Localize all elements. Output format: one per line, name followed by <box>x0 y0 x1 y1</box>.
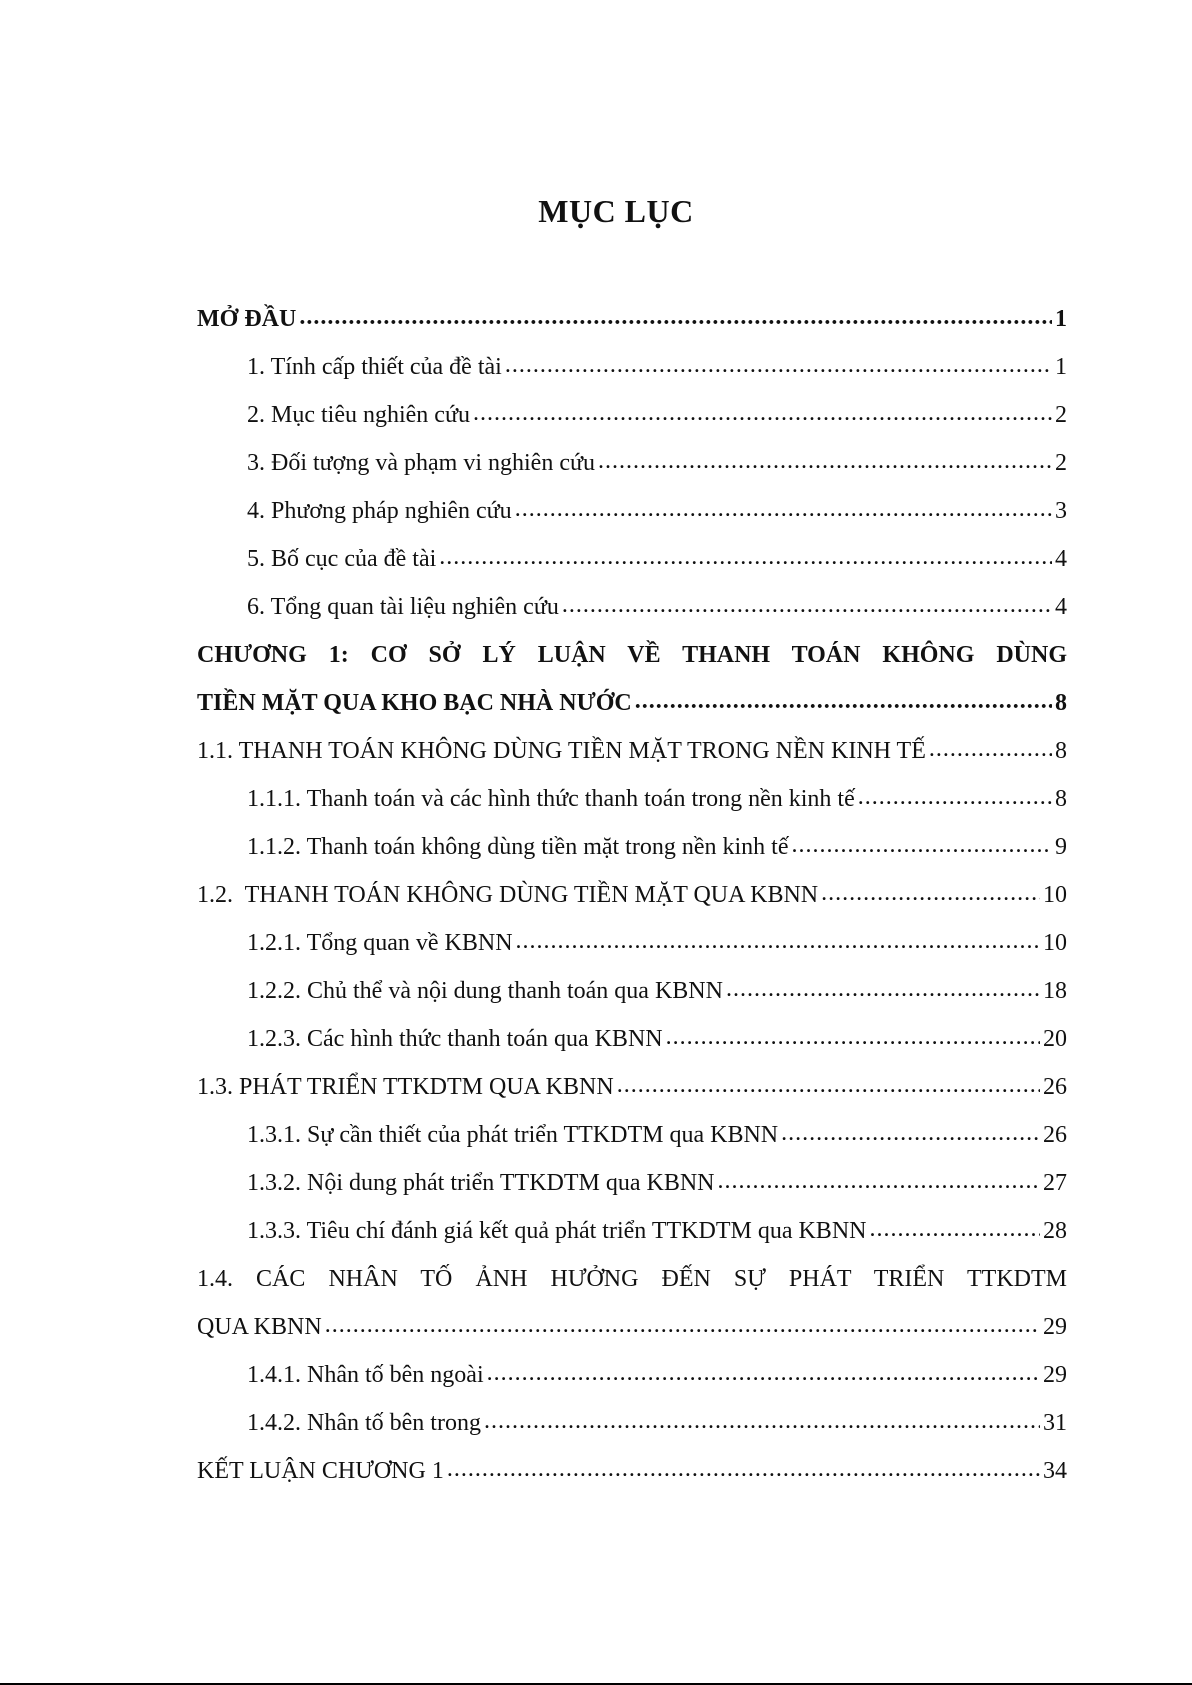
toc-entry[interactable] <box>197 583 1067 631</box>
toc-page-number: 1 <box>1055 306 1067 332</box>
table-of-contents <box>197 295 1067 1495</box>
toc-page-number: 28 <box>1043 1218 1067 1244</box>
dot-leader <box>635 677 1052 725</box>
toc-entry[interactable] <box>197 1111 1067 1159</box>
toc-entry[interactable] <box>197 967 1067 1015</box>
toc-page-number: 10 <box>1043 930 1067 956</box>
dot-leader <box>562 581 1052 629</box>
toc-entry[interactable] <box>197 535 1067 583</box>
toc-page-number: 8 <box>1055 690 1067 716</box>
toc-entry[interactable] <box>197 1351 1067 1399</box>
toc-entry-title: 1.1.1. Thanh toán và các hình thức thanh toán trong nền kinh tế <box>247 786 855 812</box>
dot-leader <box>484 1397 1040 1445</box>
toc-page-number: 2 <box>1055 402 1067 428</box>
toc-page-number: 34 <box>1043 1458 1067 1484</box>
toc-page-number: 26 <box>1043 1122 1067 1148</box>
toc-entry-title: 1. Tính cấp thiết của đề tài <box>247 354 502 380</box>
toc-entry-title: 1.4.1. Nhân tố bên ngoài <box>247 1362 484 1388</box>
toc-entry-title: 1.2. THANH TOÁN KHÔNG DÙNG TIỀN MẶT QUA KBNN <box>197 882 819 908</box>
dot-leader <box>821 869 1040 917</box>
toc-page-number: 2 <box>1055 450 1067 476</box>
dot-leader <box>447 1445 1040 1493</box>
toc-entry-title: 1.4.2. Nhân tố bên trong <box>247 1410 481 1436</box>
toc-entry-title: MỞ ĐẦU <box>197 306 297 332</box>
dot-leader <box>515 485 1052 533</box>
dot-leader <box>718 1157 1040 1205</box>
toc-entry-title: 4. Phương pháp nghiên cứu <box>247 498 512 524</box>
toc-page-number: 26 <box>1043 1074 1067 1100</box>
toc-page-number: 31 <box>1043 1410 1067 1436</box>
toc-entry-title: 1.2.2. Chủ thể và nội dung thanh toán qua KBNN <box>247 978 723 1004</box>
dot-leader <box>439 533 1052 581</box>
toc-entry[interactable] <box>197 823 1067 871</box>
toc-entry-title: 1.3.2. Nội dung phát triển TTKDTM qua KBNN <box>247 1170 715 1196</box>
toc-entry-title-line-2: TIỀN MẶT QUA KHO BẠC NHÀ NƯỚC <box>197 690 632 716</box>
toc-entry-title-line-1: 1.4. CÁC NHÂN TỐ ẢNH HƯỞNG ĐẾN SỰ PHÁT TRIỂN TTKDTM <box>197 1266 1067 1292</box>
toc-entry-mo-dau[interactable] <box>197 295 1067 343</box>
toc-entry-title: 1.3.1. Sự cần thiết của phát triển TTKDTM qua KBNN <box>247 1122 779 1148</box>
toc-page-number: 20 <box>1043 1026 1067 1052</box>
toc-entry-title: 1.3.3. Tiêu chí đánh giá kết quả phát triển TTKDTM qua KBNN <box>247 1218 867 1244</box>
toc-page-number: 10 <box>1043 882 1067 908</box>
dot-leader <box>781 1109 1040 1157</box>
toc-entry-section[interactable] <box>197 871 1067 919</box>
toc-entry[interactable] <box>197 439 1067 487</box>
toc-entry[interactable] <box>197 343 1067 391</box>
toc-entry-title-line-2: QUA KBNN <box>197 1314 322 1340</box>
toc-entry[interactable] <box>197 1399 1067 1447</box>
dot-leader <box>929 725 1052 773</box>
toc-page-number: 4 <box>1055 546 1067 572</box>
toc-entry[interactable] <box>197 775 1067 823</box>
toc-page-number: 3 <box>1055 498 1067 524</box>
toc-entry-chapter-conclusion[interactable] <box>197 1447 1067 1495</box>
toc-entry-chapter-1[interactable] <box>197 631 1067 727</box>
toc-entry[interactable] <box>197 1159 1067 1207</box>
toc-page-number: 8 <box>1055 786 1067 812</box>
toc-page-number: 1 <box>1055 354 1067 380</box>
toc-entry-title: 6. Tổng quan tài liệu nghiên cứu <box>247 594 559 620</box>
toc-page-number: 29 <box>1043 1314 1067 1340</box>
toc-entry-title: 1.1.2. Thanh toán không dùng tiền mặt trong nền kinh tế <box>247 834 789 860</box>
dot-leader <box>791 821 1052 869</box>
page-title: MỤC LỤC <box>538 193 694 229</box>
dot-leader <box>598 437 1052 485</box>
dot-leader <box>858 773 1052 821</box>
dot-leader <box>869 1205 1040 1253</box>
dot-leader <box>516 917 1040 965</box>
toc-page-number: 18 <box>1043 978 1067 1004</box>
toc-page-number: 4 <box>1055 594 1067 620</box>
dot-leader <box>505 341 1052 389</box>
toc-entry[interactable] <box>197 391 1067 439</box>
toc-entry-title: 1.3. PHÁT TRIỂN TTKDTM QUA KBNN <box>197 1074 614 1100</box>
toc-entry-section[interactable] <box>197 727 1067 775</box>
toc-entry-section[interactable] <box>197 1063 1067 1111</box>
dot-leader <box>325 1301 1040 1349</box>
toc-entry-title: 2. Mục tiêu nghiên cứu <box>247 402 470 428</box>
dot-leader <box>487 1349 1040 1397</box>
dot-leader <box>666 1013 1040 1061</box>
toc-entry-title: 1.2.3. Các hình thức thanh toán qua KBNN <box>247 1026 663 1052</box>
toc-entry-title: KẾT LUẬN CHƯƠNG 1 <box>197 1458 444 1484</box>
toc-entry-title-line-1: CHƯƠNG 1: CƠ SỞ LÝ LUẬN VỀ THANH TOÁN KHÔNG DÙNG <box>197 642 1067 668</box>
toc-page-number: 29 <box>1043 1362 1067 1388</box>
toc-entry-title: 3. Đối tượng và phạm vi nghiên cứu <box>247 450 595 476</box>
toc-page-number: 8 <box>1055 738 1067 764</box>
toc-entry-title: 1.1. THANH TOÁN KHÔNG DÙNG TIỀN MẶT TRONG NỀN KINH TẾ <box>197 738 926 764</box>
dot-leader <box>473 389 1052 437</box>
toc-entry-title: 5. Bố cục của đề tài <box>247 546 437 572</box>
toc-page-number: 9 <box>1055 834 1067 860</box>
toc-entry-title: 1.2.1. Tổng quan về KBNN <box>247 930 513 956</box>
toc-entry[interactable] <box>197 1015 1067 1063</box>
dot-leader <box>726 965 1040 1013</box>
toc-entry[interactable] <box>197 487 1067 535</box>
toc-entry-section-1-4[interactable] <box>197 1255 1067 1351</box>
toc-page-number: 27 <box>1043 1170 1067 1196</box>
dot-leader <box>617 1061 1040 1109</box>
toc-entry[interactable] <box>197 919 1067 967</box>
dot-leader <box>299 293 1052 341</box>
toc-entry[interactable] <box>197 1207 1067 1255</box>
